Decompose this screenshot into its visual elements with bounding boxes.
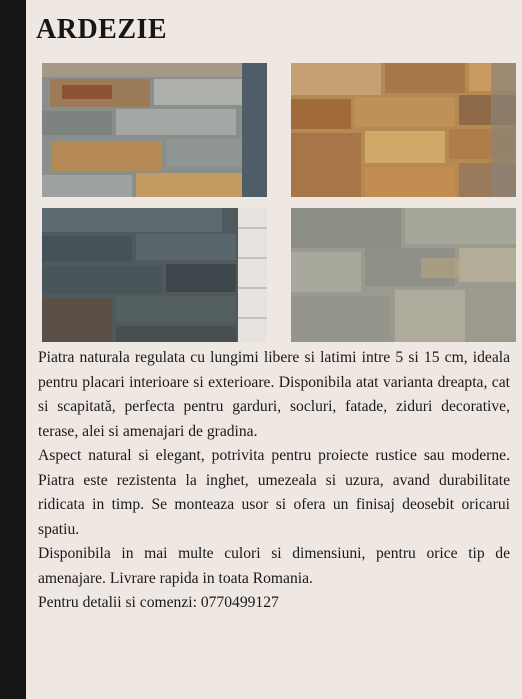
paragraph-3: Disponibila in mai multe culori si dimensiuni, pentru orice tip de amenajare. Livrare rapida in toata Romania. bbox=[38, 545, 510, 587]
slate-stone-wall-rust-gold-icon bbox=[291, 63, 516, 197]
paragraph-2: Aspect natural si elegant, potrivita pentru proiecte rustice sau moderne. Piatra este rezistenta la inghet, umezeala si uzura, avand durabilitate ridicata in timp. Se monteaza usor si ofera un finisaj deosebit oricarui spatiu. bbox=[38, 447, 510, 538]
description-text bbox=[38, 346, 510, 616]
stone-photo-4 bbox=[291, 208, 516, 342]
slate-stone-wall-dark-grey-icon bbox=[42, 208, 267, 342]
stone-photo-1 bbox=[42, 63, 267, 197]
document-page bbox=[26, 0, 522, 699]
slate-stone-wall-silver-grey-icon bbox=[291, 208, 516, 342]
paragraph-1: Piatra naturala regulata cu lungimi libere si latimi intre 5 si 15 cm, ideala pentru placari interioare si exterioare. Disponibila atat varianta dreapta, cat si scapitată, perfecta pentru garduri, socluri, fatade, ziduri decorative, terase, alei si amenajari de gradina. bbox=[38, 349, 510, 440]
slate-stone-wall-grey-rust-icon bbox=[42, 63, 267, 197]
stone-photo-3 bbox=[42, 208, 267, 342]
stone-photo-2 bbox=[291, 63, 516, 197]
page-title: ARDEZIE bbox=[36, 14, 168, 45]
contact-line: Pentru detalii si comenzi: 0770499127 bbox=[38, 594, 279, 611]
